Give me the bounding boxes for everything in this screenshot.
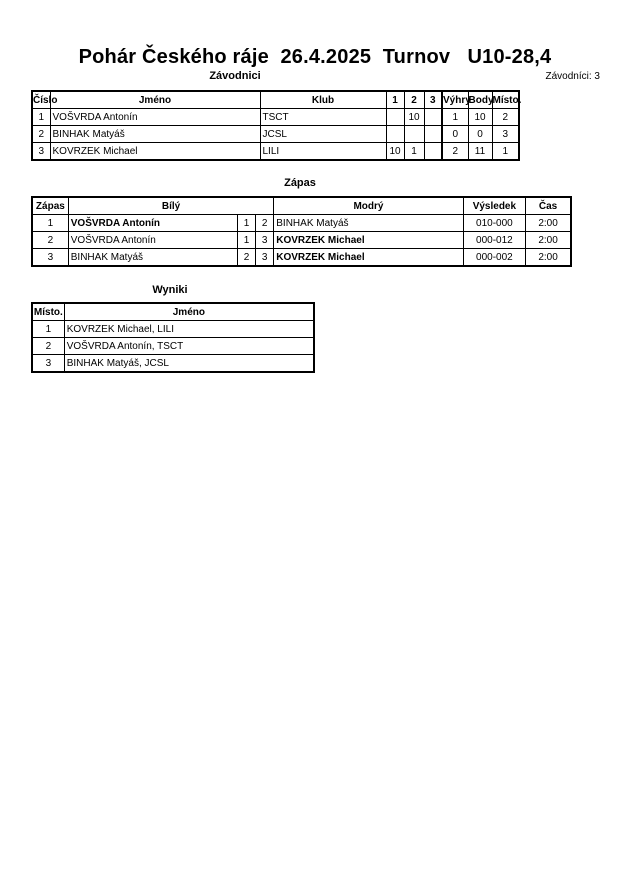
header-white: Bílý xyxy=(68,197,274,215)
competitor-club: TSCT xyxy=(260,109,386,126)
table-row xyxy=(32,355,314,373)
competitor-number: 1 xyxy=(32,109,50,126)
blue-competitor: BINHAK Matyáš xyxy=(274,215,463,232)
table-row xyxy=(32,338,314,355)
round-1-score xyxy=(386,126,404,143)
white-competitor: VOŠVRDA Antonín xyxy=(68,215,237,232)
match-result: 010-000 xyxy=(463,215,525,232)
result-place: 1 xyxy=(32,321,64,338)
header-club: Klub xyxy=(260,91,386,109)
competitors-heading: Závodnici xyxy=(209,70,261,82)
match-time: 2:00 xyxy=(526,249,571,267)
round-2-score: 10 xyxy=(404,109,424,126)
table-row xyxy=(32,143,519,161)
results-table xyxy=(31,302,315,373)
white-number: 2 xyxy=(238,249,256,267)
header-round-1: 1 xyxy=(386,91,404,109)
header-round-3: 3 xyxy=(424,91,442,109)
competitor-points: 0 xyxy=(468,126,492,143)
blue-number: 2 xyxy=(256,215,274,232)
competitor-club: LILI xyxy=(260,143,386,161)
competitor-place: 3 xyxy=(492,126,519,143)
results-header-row xyxy=(32,303,314,321)
header-name: Jméno xyxy=(50,91,260,109)
table-row xyxy=(32,126,519,143)
matches-header-row xyxy=(32,197,571,215)
round-3-score xyxy=(424,143,442,161)
round-1-score: 10 xyxy=(386,143,404,161)
white-number: 1 xyxy=(238,232,256,249)
matches-table xyxy=(31,196,572,267)
round-3-score xyxy=(424,109,442,126)
header-result: Výsledek xyxy=(463,197,525,215)
header-name: Jméno xyxy=(64,303,314,321)
table-row xyxy=(32,249,571,267)
result-name: BINHAK Matyáš, JCSL xyxy=(64,355,314,373)
header-round-2: 2 xyxy=(404,91,424,109)
result-place: 2 xyxy=(32,338,64,355)
result-name: VOŠVRDA Antonín, TSCT xyxy=(64,338,314,355)
header-time: Čas xyxy=(526,197,571,215)
competitor-club: JCSL xyxy=(260,126,386,143)
match-number: 1 xyxy=(32,215,68,232)
competitor-place: 1 xyxy=(492,143,519,161)
competitor-name: KOVRZEK Michael xyxy=(50,143,260,161)
competitor-number: 3 xyxy=(32,143,50,161)
results-heading: Wyniki xyxy=(152,284,188,296)
white-competitor: BINHAK Matyáš xyxy=(68,249,237,267)
round-2-score xyxy=(404,126,424,143)
blue-number: 3 xyxy=(256,232,274,249)
competitor-count: Závodníci: 3 xyxy=(545,71,600,82)
match-time: 2:00 xyxy=(526,215,571,232)
competitors-table xyxy=(31,90,520,161)
round-1-score xyxy=(386,109,404,126)
table-row xyxy=(32,232,571,249)
match-number: 2 xyxy=(32,232,68,249)
page-title: Pohár Českého ráje 26.4.2025 Turnov U10-28,4 xyxy=(78,46,552,68)
header-place: Místo. xyxy=(32,303,64,321)
table-row xyxy=(32,321,314,338)
result-place: 3 xyxy=(32,355,64,373)
competitor-points: 11 xyxy=(468,143,492,161)
round-3-score xyxy=(424,126,442,143)
competitor-wins: 2 xyxy=(442,143,468,161)
blue-number: 3 xyxy=(256,249,274,267)
round-2-score: 1 xyxy=(404,143,424,161)
header-place: Místo. xyxy=(492,91,519,109)
table-row xyxy=(32,109,519,126)
competitors-header-row xyxy=(32,91,519,109)
table-row xyxy=(32,215,571,232)
competitor-place: 2 xyxy=(492,109,519,126)
header-number: Číslo xyxy=(32,91,50,109)
competitor-points: 10 xyxy=(468,109,492,126)
blue-competitor: KOVRZEK Michael xyxy=(274,232,463,249)
header-points: Body xyxy=(468,91,492,109)
match-number: 3 xyxy=(32,249,68,267)
competitor-name: BINHAK Matyáš xyxy=(50,126,260,143)
blue-competitor: KOVRZEK Michael xyxy=(274,249,463,267)
match-time: 2:00 xyxy=(526,232,571,249)
competitor-number: 2 xyxy=(32,126,50,143)
matches-heading: Zápas xyxy=(284,177,316,189)
competitor-wins: 0 xyxy=(442,126,468,143)
header-match: Zápas xyxy=(32,197,68,215)
result-name: KOVRZEK Michael, LILI xyxy=(64,321,314,338)
white-competitor: VOŠVRDA Antonín xyxy=(68,232,237,249)
header-wins: Výhry xyxy=(442,91,468,109)
match-result: 000-012 xyxy=(463,232,525,249)
competitor-wins: 1 xyxy=(442,109,468,126)
white-number: 1 xyxy=(238,215,256,232)
match-result: 000-002 xyxy=(463,249,525,267)
competitor-name: VOŠVRDA Antonín xyxy=(50,109,260,126)
header-blue: Modrý xyxy=(274,197,463,215)
